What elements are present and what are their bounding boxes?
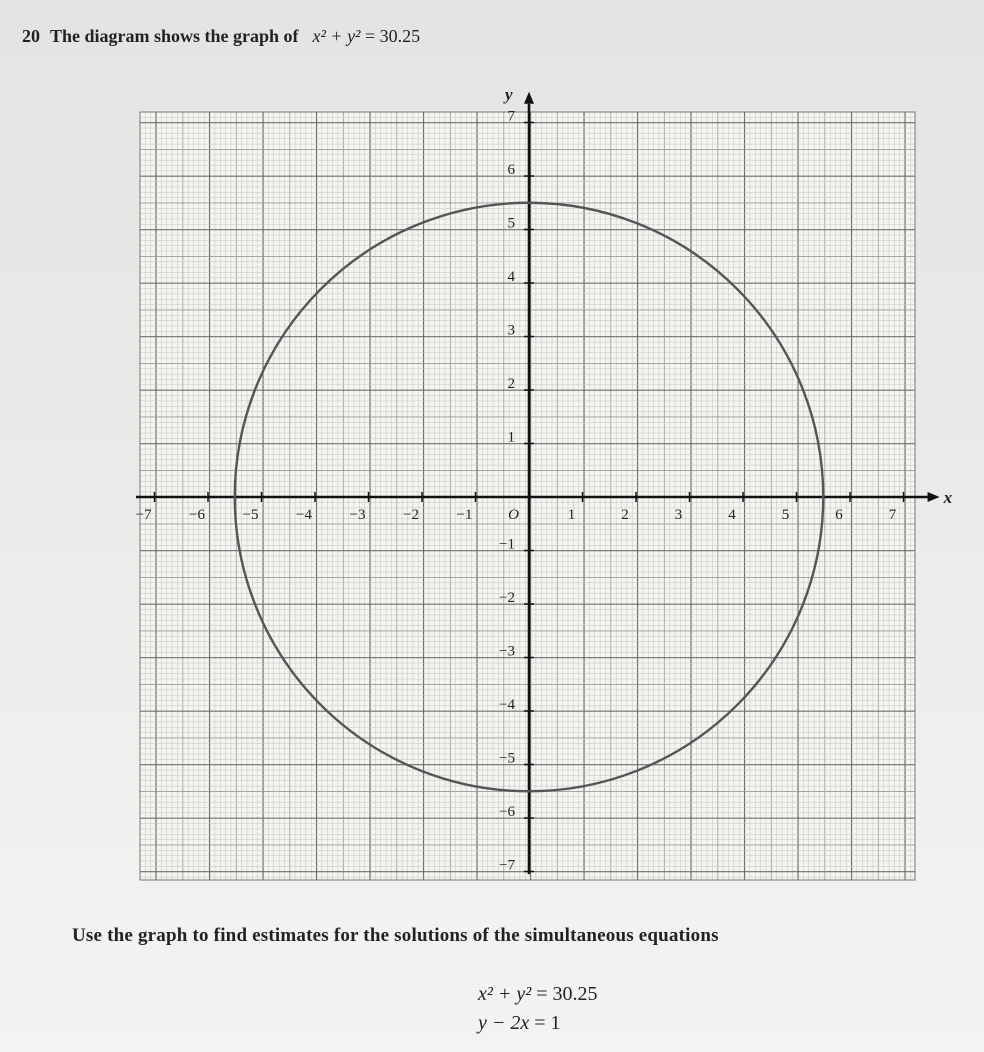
x-tick-label: −5 <box>242 507 259 523</box>
y-tick-label: 1 <box>507 429 515 446</box>
origin-label: O <box>508 507 519 523</box>
equation-2-lhs: y − 2x <box>478 1012 530 1034</box>
x-tick-label: 5 <box>781 507 790 523</box>
y-tick-label: −3 <box>499 643 515 660</box>
question-text: The diagram shows the graph of <box>50 26 299 46</box>
simultaneous-equation-2 <box>478 1012 561 1035</box>
x-tick-label: −6 <box>189 507 205 523</box>
y-tick-label: −6 <box>499 804 515 820</box>
equation-1-rhs: = 30.25 <box>531 983 598 1005</box>
x-tick-label: −4 <box>296 507 312 523</box>
y-tick-label: 5 <box>507 215 515 232</box>
x-tick-label: 3 <box>674 507 683 523</box>
x-tick-label: −2 <box>403 507 419 523</box>
x-tick-label: 1 <box>567 507 576 523</box>
question-equation-rhs: = 30.25 <box>364 26 421 46</box>
x-tick-label: 6 <box>835 507 843 523</box>
simultaneous-equation-1 <box>478 983 598 1006</box>
x-tick-label: −3 <box>349 507 366 523</box>
y-tick-label: 4 <box>507 269 515 285</box>
y-tick-label: −7 <box>499 857 515 874</box>
instruction-text: Use the graph to find estimates for the solutions of the simultaneous equations <box>72 925 719 946</box>
y-axis-arrow <box>524 92 534 104</box>
y-tick-label: −2 <box>499 590 515 606</box>
y-tick-label: −5 <box>499 750 515 767</box>
question-equation-lhs: x² + y² <box>312 26 361 46</box>
y-tick-label: 6 <box>507 162 515 178</box>
equation-2-rhs: = 1 <box>529 1012 561 1034</box>
question-number: 20 <box>22 26 40 46</box>
x-tick-label: 7 <box>888 507 897 523</box>
y-tick-label: −1 <box>499 536 515 553</box>
x-tick-label: 4 <box>728 507 736 523</box>
y-tick-label: 2 <box>507 376 515 392</box>
y-axis-label: y <box>505 84 513 104</box>
x-tick-label: −7 <box>135 507 152 523</box>
y-tick-label: 7 <box>507 108 515 125</box>
y-tick-label: −4 <box>499 697 515 713</box>
equation-1-lhs: x² + y² <box>478 983 532 1005</box>
y-tick-label: 3 <box>507 322 515 339</box>
x-axis-label: x <box>943 488 953 507</box>
x-tick-label: 2 <box>621 507 629 523</box>
x-axis-arrow <box>928 492 940 502</box>
x-tick-label: −1 <box>456 507 473 523</box>
